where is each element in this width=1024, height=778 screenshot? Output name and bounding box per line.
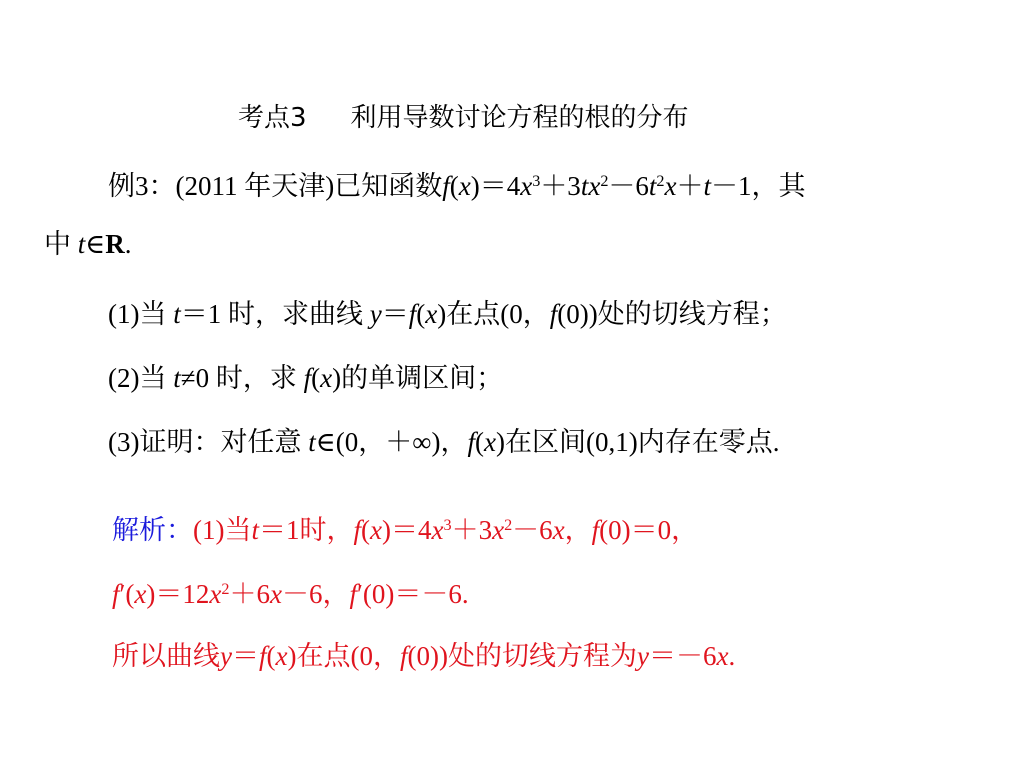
example-label: 例3： xyxy=(108,171,176,201)
question-2: (2)当 t≠0 时，求 f(x)的单调区间； xyxy=(108,363,504,393)
example-line-1: 例3：(2011 年天津)已知函数$f(x)=4x^3+3tx^2-6t^2x+t-1$，其 xyxy=(108,171,806,201)
solution-line-2: $f'(x)=12x^2+6x-6$，f′(0)＝－6. xyxy=(112,579,469,609)
question-3: (3)证明：对任意 t∈(0，＋∞)，f(x)在区间(0,1)内存在零点. xyxy=(108,427,780,457)
solution-label: 解析： xyxy=(112,515,193,546)
solution-line-1: 解析：(1)当t＝1时，$f(x)=4x^3+3x^2-6x$，f(0)＝0， xyxy=(112,515,699,546)
section-label: 考点3 xyxy=(238,103,307,133)
section-title xyxy=(238,100,689,136)
example-line-2: 中 t∈R. xyxy=(44,229,132,259)
question-1: (1)当 t＝1 时，求曲线 y＝f(x)在点(0，f(0))处的切线方程； xyxy=(108,299,787,329)
section-heading: 利用导数讨论方程的根的分布 xyxy=(350,103,689,133)
solution-line-3: 所以曲线y＝f(x)在点(0，f(0))处的切线方程为y＝－6x. xyxy=(112,641,736,671)
